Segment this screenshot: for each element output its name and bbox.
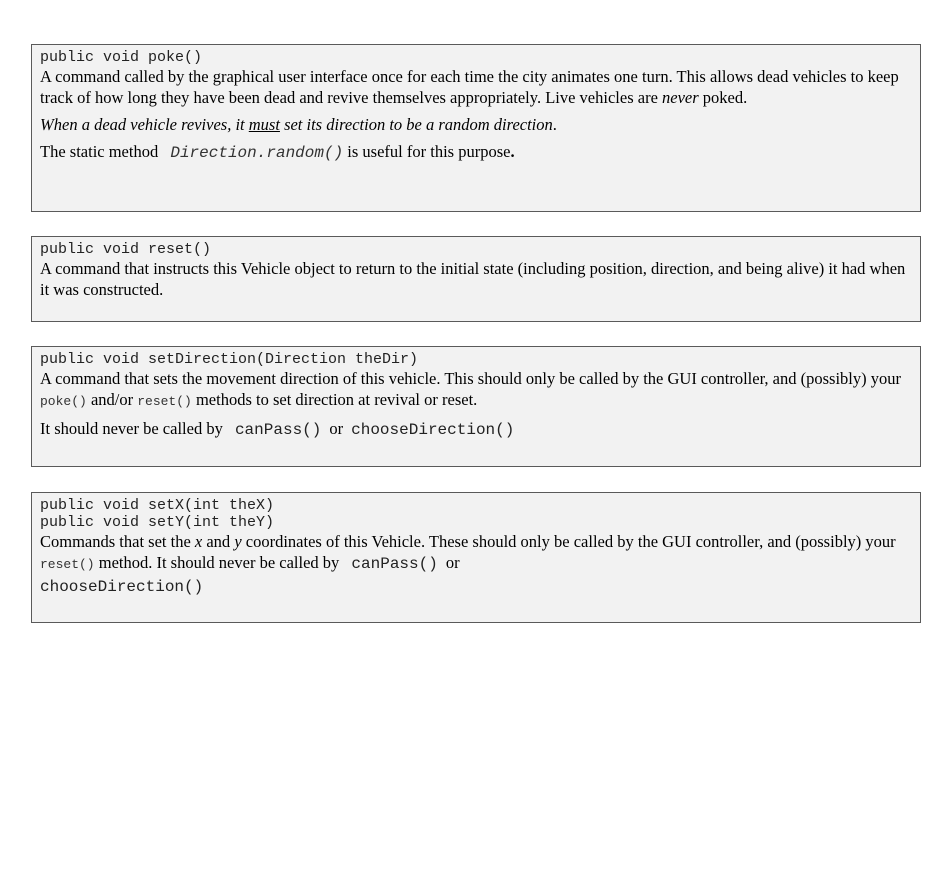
poke-signature: public void poke()	[40, 49, 203, 66]
set-y-signature: public void setY(int theY)	[40, 514, 275, 531]
poke-method-box	[31, 44, 921, 212]
must-emphasis: must	[248, 115, 280, 134]
poke-code: poke()	[40, 394, 87, 409]
set-xy-method-box	[31, 492, 921, 623]
set-direction-signature: public void setDirection(Direction theDir)	[40, 351, 419, 368]
choose-direction-code: chooseDirection()	[351, 421, 515, 439]
poke-random-tip: The static method Direction.random() is useful for this purpose.	[40, 142, 515, 162]
reset-method-box	[31, 236, 921, 322]
set-direction-restriction: It should never be called by canPass() or chooseDirection()	[40, 419, 515, 439]
canpass-code: canPass()	[351, 555, 438, 573]
never-emphasis: never	[662, 88, 699, 107]
direction-random-code: Direction.random()	[170, 144, 344, 162]
reset-signature: public void reset()	[40, 241, 212, 258]
reset-code: reset()	[137, 394, 192, 409]
reset-code: reset()	[40, 557, 95, 572]
set-x-signature: public void setX(int theX)	[40, 497, 275, 514]
set-xy-description: Commands that set the x and y coordinates of this Vehicle. These should only be called by the GUI controller, and (possibly) your reset() method. It should never be called by canPass() or chooseDirection()	[40, 532, 896, 596]
poke-revive-rule: When a dead vehicle revives, it must set its direction to be a random direction.	[40, 115, 557, 134]
poke-description: A command called by the graphical user interface once for each time the city animates one turn. This allows dead vehicles to keep track of how long they have been dead and revive themselves appropriately. Live vehicles are never poked.	[40, 67, 899, 107]
set-direction-method-box	[31, 346, 921, 467]
canpass-code: canPass()	[234, 421, 322, 439]
reset-description: A command that instructs this Vehicle object to return to the initial state (including position, direction, and being alive) it had when it was constructed.	[40, 259, 906, 299]
set-direction-description: A command that sets the movement direction of this vehicle. This should only be called by the GUI controller, and (possibly) your poke() and/or reset() methods to set direction at revival or reset.	[40, 369, 901, 409]
choose-direction-code: chooseDirection()	[40, 578, 204, 596]
